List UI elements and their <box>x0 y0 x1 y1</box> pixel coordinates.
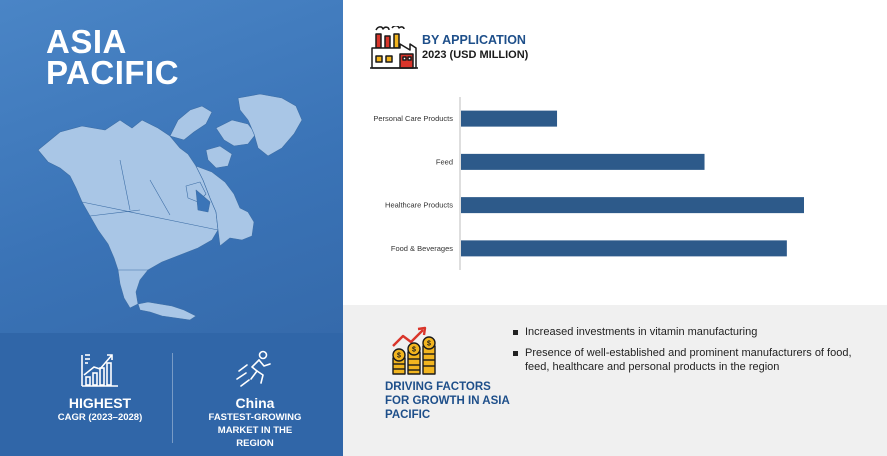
driver-bullet: Presence of well-established and prominent manufacturers of food, feed, healthcare and personal products in the region <box>511 346 856 375</box>
application-bar-chart <box>343 0 887 305</box>
svg-text:$: $ <box>397 352 401 360</box>
chart-panel <box>343 0 887 305</box>
driver-bullet: Increased investments in vitamin manufacturing <box>511 325 856 340</box>
drivers-title: DRIVING FACTORS FOR GROWTH IN ASIA PACIFIC <box>385 381 510 421</box>
bar <box>461 197 804 213</box>
drivers-panel <box>343 305 887 456</box>
chart-subtitle: 2023 (USD MILLION) <box>422 49 529 61</box>
left-panel <box>0 0 343 456</box>
coins-growth-icon <box>389 324 441 376</box>
bar <box>461 154 705 170</box>
stat-china-sub: FASTEST-GROWING MARKET IN THE REGION <box>208 412 302 449</box>
stat-highest-sub: CAGR (2023–2028) <box>57 412 143 423</box>
stat-china <box>200 349 310 450</box>
region-title: ASIA PACIFIC <box>46 23 180 91</box>
category-label: Healthcare Products <box>385 200 453 210</box>
category-label: Feed <box>435 157 453 167</box>
stat-china-head: China <box>235 395 275 411</box>
svg-text:$: $ <box>427 340 431 348</box>
growth-chart-icon <box>78 349 122 389</box>
stat-highest-head: HIGHEST <box>68 395 132 411</box>
running-figure-icon <box>233 349 277 389</box>
chart-title: BY APPLICATION <box>422 33 526 47</box>
bar <box>461 240 787 256</box>
category-label: Food & Beverages <box>390 243 453 253</box>
north-america-map <box>20 90 330 325</box>
stat-highest-cagr <box>40 349 160 424</box>
category-label: Personal Care Products <box>373 114 453 124</box>
drivers-list <box>511 325 856 381</box>
stats-divider <box>172 353 173 443</box>
bar <box>461 111 557 127</box>
svg-text:$: $ <box>412 346 416 354</box>
